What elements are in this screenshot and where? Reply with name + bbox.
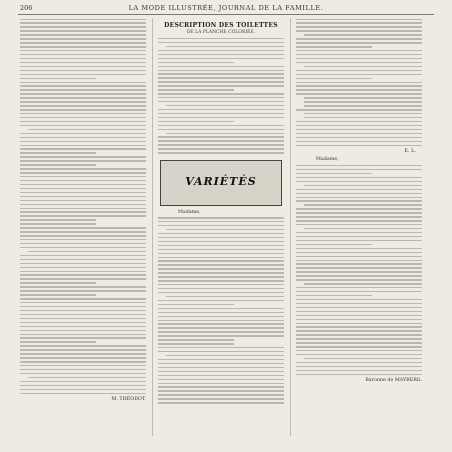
text-line [296, 326, 422, 327]
column-2 [158, 16, 284, 434]
text-line [20, 164, 96, 165]
text-line [158, 359, 284, 360]
text-line [20, 121, 146, 122]
text-line [20, 208, 146, 209]
text-line [20, 255, 146, 256]
text-line [296, 70, 422, 71]
text-line [20, 172, 146, 173]
text-line [296, 311, 422, 312]
text-line [158, 144, 284, 145]
text-line [158, 323, 284, 324]
text-line [20, 101, 146, 102]
text-line [158, 148, 284, 149]
text-line [158, 50, 284, 51]
text-line [20, 152, 96, 153]
text-line [20, 133, 146, 134]
text-line [20, 180, 146, 181]
section-subtitle: DE LA PLANCHE COLORIÉE. [186, 30, 256, 35]
text-line [20, 361, 146, 362]
text-line [20, 196, 146, 197]
text-line [20, 369, 146, 370]
text-line [296, 54, 422, 55]
text-line [158, 245, 284, 246]
text-line [158, 38, 284, 39]
text-line [158, 217, 284, 218]
varietes-banner [160, 160, 282, 206]
article-signature: M. THÉODOT. [111, 397, 146, 402]
text-line [296, 197, 422, 198]
text-block [296, 19, 422, 146]
text-line [296, 125, 422, 126]
text-line [20, 148, 146, 149]
text-line [158, 276, 284, 277]
text-line [20, 192, 146, 193]
text-line [158, 383, 284, 384]
text-line [20, 34, 146, 35]
text-line [20, 223, 96, 224]
text-line [158, 221, 284, 222]
text-line [20, 74, 146, 75]
text-line [158, 125, 284, 126]
text-line [20, 30, 146, 31]
text-line [158, 379, 284, 380]
text-line [20, 117, 146, 118]
text-line [158, 93, 284, 94]
column-1 [20, 16, 146, 434]
text-line [20, 62, 146, 63]
salutation: Madame, [316, 157, 339, 163]
text-line [296, 121, 422, 122]
text-line [296, 173, 372, 174]
text-line [296, 74, 422, 75]
text-line [296, 133, 422, 134]
text-line [304, 204, 422, 205]
text-line [296, 193, 422, 194]
text-line [296, 287, 422, 288]
text-line [296, 42, 422, 43]
text-line [296, 275, 422, 276]
text-line [158, 335, 284, 336]
column-separator [290, 18, 291, 436]
text-line [20, 176, 146, 177]
header-rule [18, 14, 434, 15]
text-line [158, 81, 284, 82]
text-line [166, 105, 284, 106]
text-line [158, 73, 284, 74]
section-title: DESCRIPTION DES TOILETTES [164, 22, 278, 29]
text-line [296, 137, 422, 138]
text-line [296, 19, 422, 20]
text-line [296, 362, 422, 363]
text-line [20, 357, 146, 358]
text-line [296, 38, 422, 39]
text-line [20, 290, 146, 291]
text-line [20, 326, 146, 327]
text-line [296, 212, 422, 213]
text-line [158, 70, 284, 71]
text-line [20, 70, 146, 71]
text-line [296, 350, 422, 351]
text-line [296, 145, 422, 146]
text-line [296, 263, 422, 264]
text-line [296, 260, 422, 261]
text-line [158, 225, 284, 226]
column-3 [296, 16, 422, 434]
text-line [20, 267, 146, 268]
text-line [296, 271, 422, 272]
text-line [296, 200, 422, 201]
text-line [158, 375, 284, 376]
text-line [158, 42, 284, 43]
text-line [20, 200, 146, 201]
text-line [166, 229, 284, 230]
text-line [158, 249, 284, 250]
text-line [20, 54, 146, 55]
text-line [20, 78, 96, 79]
text-line [158, 109, 284, 110]
text-line [304, 283, 422, 284]
text-line [158, 347, 284, 348]
text-line [304, 97, 422, 98]
text-line [20, 334, 146, 335]
text-line [296, 315, 422, 316]
text-line [158, 97, 284, 98]
text-line [158, 129, 284, 130]
text-line [20, 341, 96, 342]
text-line [158, 320, 284, 321]
text-line [20, 239, 146, 240]
text-line [158, 386, 284, 387]
text-line [296, 354, 422, 355]
text-line [158, 339, 234, 340]
text-line [158, 300, 284, 301]
text-line [296, 62, 422, 63]
text-line [20, 231, 146, 232]
text-line [20, 298, 146, 299]
text-line [296, 165, 422, 166]
text-line [20, 113, 146, 114]
text-line [296, 307, 422, 308]
text-line [158, 58, 284, 59]
text-block [158, 217, 284, 403]
text-line [158, 272, 284, 273]
text-line [296, 129, 422, 130]
text-block [158, 38, 284, 154]
text-line [158, 308, 284, 309]
text-line [20, 243, 146, 244]
text-line [296, 366, 422, 367]
text-line [158, 402, 284, 403]
text-line [20, 381, 146, 382]
text-line [20, 286, 146, 287]
text-line [20, 19, 146, 20]
banner-title: VARIÉTÉS [185, 174, 257, 188]
text-line [20, 22, 146, 23]
text-line [158, 331, 284, 332]
text-line [20, 137, 146, 138]
text-line [20, 310, 146, 311]
text-line [296, 323, 422, 324]
journal-title: LA MODE ILLUSTRÉE, JOURNAL DE LA FAMILLE. [128, 4, 324, 12]
text-line [158, 117, 284, 118]
text-line [296, 141, 422, 142]
text-line [296, 342, 422, 343]
text-line [20, 188, 146, 189]
text-line [20, 58, 146, 59]
text-line [20, 109, 146, 110]
text-line [304, 105, 422, 106]
text-line [304, 66, 422, 67]
text-line [20, 156, 146, 157]
text-block [20, 19, 146, 394]
text-line [20, 215, 146, 216]
text-line [20, 302, 146, 303]
text-line [158, 367, 284, 368]
text-line [158, 257, 284, 258]
text-line [166, 133, 284, 134]
text-line [158, 113, 284, 114]
text-line [296, 220, 422, 221]
text-line [20, 306, 146, 307]
text-line [20, 93, 146, 94]
text-line [158, 66, 284, 67]
text-line [158, 233, 284, 234]
text-line [296, 26, 422, 27]
text-line [296, 303, 422, 304]
text-line [296, 374, 422, 375]
text-line [158, 288, 284, 289]
text-line [20, 259, 146, 260]
text-line [20, 168, 146, 169]
text-line [296, 216, 422, 217]
text-line [158, 363, 284, 364]
text-line [20, 314, 146, 315]
text-line [158, 136, 284, 137]
text-line [296, 78, 372, 79]
text-line [20, 389, 146, 390]
text-line [158, 140, 284, 141]
text-line [304, 358, 422, 359]
text-line [296, 267, 422, 268]
text-line [158, 121, 234, 122]
text-line [20, 219, 96, 220]
text-line [304, 34, 422, 35]
text-line [20, 263, 146, 264]
text-line [296, 89, 422, 90]
text-line [20, 385, 146, 386]
salutation: Madame, [178, 209, 201, 215]
text-line [158, 101, 284, 102]
text-line [158, 398, 284, 399]
text-line [20, 211, 146, 212]
text-line [158, 327, 284, 328]
text-line [20, 294, 96, 295]
text-line [166, 46, 284, 47]
text-line [296, 46, 372, 47]
text-line [296, 299, 422, 300]
text-line [158, 89, 234, 90]
text-line [28, 129, 146, 130]
text-line [20, 337, 146, 338]
text-line [20, 184, 146, 185]
text-block [296, 165, 422, 375]
text-line [296, 319, 422, 320]
text-line [158, 62, 234, 63]
text-line [296, 208, 422, 209]
text-line [158, 268, 284, 269]
text-line [20, 373, 146, 374]
text-line [296, 58, 422, 59]
text-line [296, 22, 422, 23]
text-line [158, 264, 284, 265]
text-line [158, 371, 284, 372]
page-number: 206 [20, 4, 33, 12]
text-line [20, 141, 146, 142]
text-line [20, 278, 146, 279]
text-line [20, 365, 146, 366]
text-line [296, 109, 422, 110]
text-line [20, 97, 146, 98]
text-line [20, 145, 146, 146]
text-line [166, 355, 284, 356]
text-line [296, 236, 422, 237]
text-line [304, 113, 422, 114]
text-line [296, 177, 422, 178]
text-line [296, 295, 372, 296]
text-line [20, 271, 146, 272]
text-line [296, 370, 422, 371]
text-line [166, 296, 284, 297]
text-line [304, 228, 422, 229]
text-line [20, 160, 146, 161]
text-line [296, 50, 422, 51]
text-line [20, 89, 146, 90]
text-line [304, 117, 422, 118]
text-line [296, 224, 422, 225]
text-line [20, 393, 146, 394]
text-line [296, 256, 422, 257]
text-line [158, 394, 284, 395]
text-line [20, 282, 96, 283]
text-line [296, 169, 422, 170]
text-line [296, 330, 422, 331]
text-line [158, 284, 284, 285]
text-line [20, 85, 146, 86]
text-line [20, 345, 146, 346]
text-line [20, 38, 146, 39]
text-line [296, 279, 422, 280]
text-line [20, 227, 146, 228]
text-line [28, 251, 146, 252]
text-line [296, 244, 372, 245]
text-line [304, 101, 422, 102]
text-line [158, 292, 284, 293]
article-signature: Baronne de MAYBERG. [365, 378, 422, 384]
text-line [296, 346, 422, 347]
text-line [296, 93, 422, 94]
text-line [158, 316, 284, 317]
text-line [20, 66, 146, 67]
text-line [20, 26, 146, 27]
text-line [20, 82, 146, 83]
text-line [158, 237, 284, 238]
text-line [304, 185, 422, 186]
text-line [158, 390, 284, 391]
text-line [296, 85, 422, 86]
text-line [20, 322, 146, 323]
text-line [20, 330, 146, 331]
text-line [158, 152, 284, 153]
initials-mark: E. L. [404, 148, 416, 155]
text-line [20, 46, 146, 47]
column-separator [152, 18, 153, 436]
text-line [20, 274, 146, 275]
text-line [158, 312, 284, 313]
text-line [20, 204, 146, 205]
text-line [20, 235, 146, 236]
text-line [20, 353, 146, 354]
text-line [296, 248, 422, 249]
text-line [158, 304, 234, 305]
text-line [296, 252, 422, 253]
text-line [28, 377, 146, 378]
text-line [158, 241, 284, 242]
text-line [158, 351, 284, 352]
text-line [20, 318, 146, 319]
text-line [20, 247, 146, 248]
text-line [296, 291, 422, 292]
text-line [20, 42, 146, 43]
text-line [296, 232, 422, 233]
text-line [158, 280, 284, 281]
text-line [158, 343, 234, 344]
text-line [158, 77, 284, 78]
text-line [296, 82, 422, 83]
text-line [158, 260, 284, 261]
text-line [296, 30, 422, 31]
text-line [158, 85, 284, 86]
text-line [296, 334, 422, 335]
text-line [296, 240, 422, 241]
text-line [158, 54, 284, 55]
text-line [296, 181, 422, 182]
text-line [20, 125, 146, 126]
text-line [20, 105, 146, 106]
text-line [296, 189, 422, 190]
text-line [158, 253, 284, 254]
text-line [20, 349, 146, 350]
text-line [296, 338, 422, 339]
text-line [20, 50, 146, 51]
